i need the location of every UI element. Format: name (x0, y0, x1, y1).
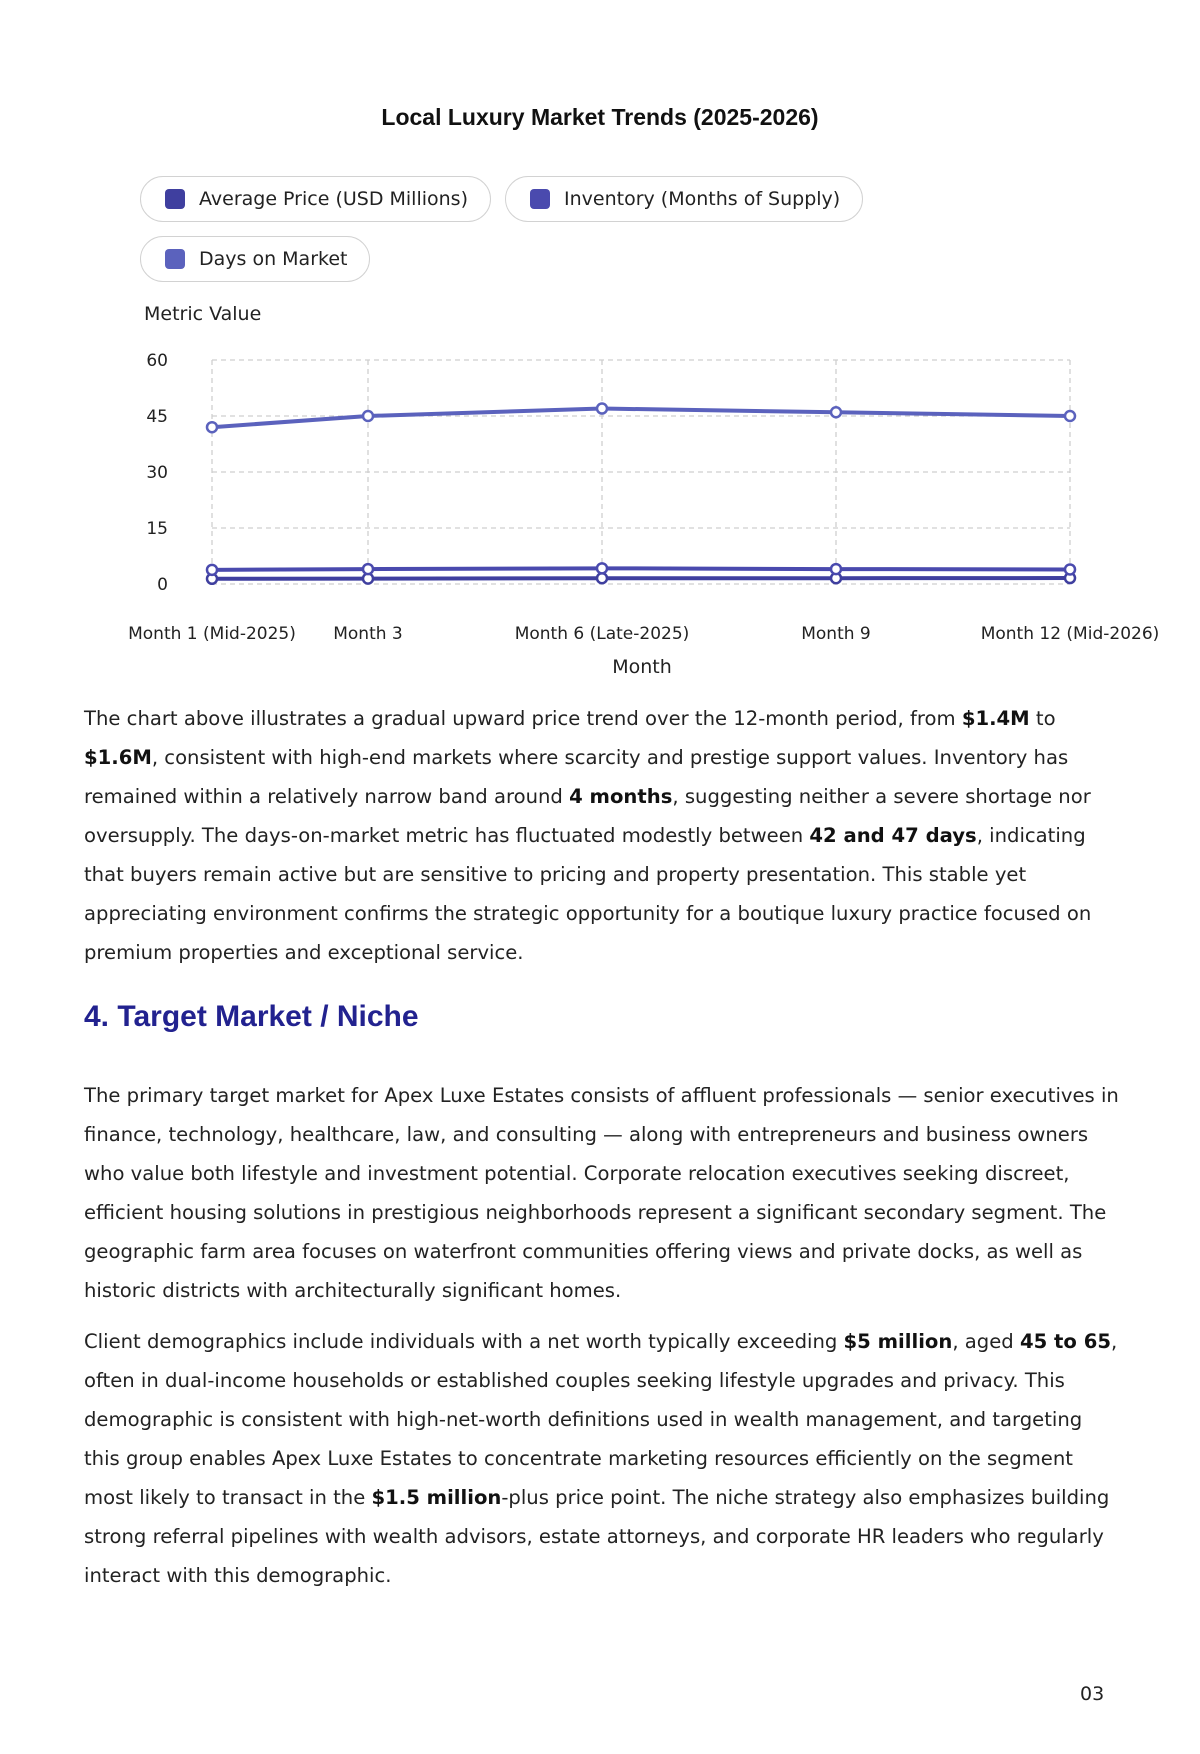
bold-text: $5 million (843, 1330, 953, 1353)
data-point (1065, 564, 1075, 574)
series-line (212, 409, 1070, 428)
x-tick-label: Month 9 (801, 624, 871, 644)
data-point (207, 422, 217, 432)
y-tick-label: 60 (146, 351, 168, 371)
legend-label: Average Price (USD Millions) (199, 188, 468, 210)
bold-text: $1.5 million (371, 1486, 502, 1509)
chart-summary-paragraph (84, 699, 1124, 972)
text-run: Client demographics include individuals with a net worth typically exceeding (84, 1330, 844, 1353)
y-tick-label: 0 (157, 575, 168, 595)
y-tick-label: 45 (146, 407, 168, 427)
line-chart (0, 0, 1200, 700)
text-run: , indicating that buyers remain active but are sensitive to pricing and property presentation. This stable yet appreciating environment confirms the strategic opportunity for a boutique luxury practice focused on premium properties and exceptional service. (84, 824, 1092, 964)
text-run: , suggesting neither a severe shortage nor oversupply. The days-on-market metric has fluctuated modestly between (84, 785, 1091, 847)
data-point (1065, 411, 1075, 421)
x-tick-label: Month 3 (333, 624, 403, 644)
data-point (597, 563, 607, 573)
y-axis-title: Metric Value (144, 303, 262, 325)
x-axis-title: Month (612, 656, 672, 678)
legend-label: Days on Market (199, 248, 348, 270)
series-line (212, 568, 1070, 569)
data-point (597, 404, 607, 414)
data-point (207, 565, 217, 575)
bold-text: 42 and 47 days (809, 824, 977, 847)
legend-label: Inventory (Months of Supply) (564, 188, 841, 210)
series-line (212, 578, 1070, 579)
text-run: The chart above illustrates a gradual upward price trend over the 12-month period, from (84, 707, 962, 730)
data-point (831, 407, 841, 417)
text-run: , aged (952, 1330, 1020, 1353)
text-run: , often in dual-income households or established couples seeking lifestyle upgrades and privacy. This demographic is consistent with high-net-worth definitions used in wealth management, and targeting this group enables Apex Luxe Estates to concentrate marketing resources efficiently on the segment most likely to transact in the (84, 1330, 1118, 1509)
target-market-paragraph (84, 1076, 1124, 1310)
chart-title: Local Luxury Market Trends (2025-2026) (381, 104, 819, 130)
x-tick-label: Month 12 (Mid-2026) (980, 624, 1160, 644)
text-run: , consistent with high-end markets where scarcity and prestige support values. Inventory has remained within a relatively narrow band around (84, 746, 1069, 808)
x-tick-label: Month 6 (Late-2025) (514, 624, 690, 644)
page-number: 03 (1080, 1683, 1105, 1705)
x-tick-label: Month 1 (Mid-2025) (128, 624, 296, 644)
y-tick-label: 30 (146, 463, 168, 483)
text-run: to (1029, 707, 1056, 730)
bold-text: 4 months (569, 785, 673, 808)
data-point (363, 411, 373, 421)
data-point (831, 564, 841, 574)
demographics-paragraph (84, 1322, 1124, 1595)
data-point (363, 564, 373, 574)
bold-text: $1.6M (84, 746, 152, 769)
bold-text: $1.4M (961, 707, 1030, 730)
data-point (597, 573, 607, 583)
bold-text: 45 to 65 (1019, 1330, 1111, 1353)
text-run: The primary target market for Apex Luxe Estates consists of affluent professionals — senior executives in finance, technology, healthcare, law, and consulting — along with entrepreneurs and business owners who value both lifestyle and investment potential. Corporate relocation executives seeking discreet, efficient housing solutions in prestigious neighborhoods represent a significant secondary segment. The geographic farm area focuses on waterfront communities offering views and private docks, as well as historic districts with architecturally significant homes. (84, 1084, 1119, 1302)
text-run: -plus price point. The niche strategy also emphasizes building strong referral pipelines with wealth advisors, estate attorneys, and corporate HR leaders who regularly interact with this demographic. (84, 1486, 1110, 1587)
y-tick-label: 15 (146, 519, 168, 539)
section-heading: 4. Target Market / Niche (84, 1000, 419, 1033)
